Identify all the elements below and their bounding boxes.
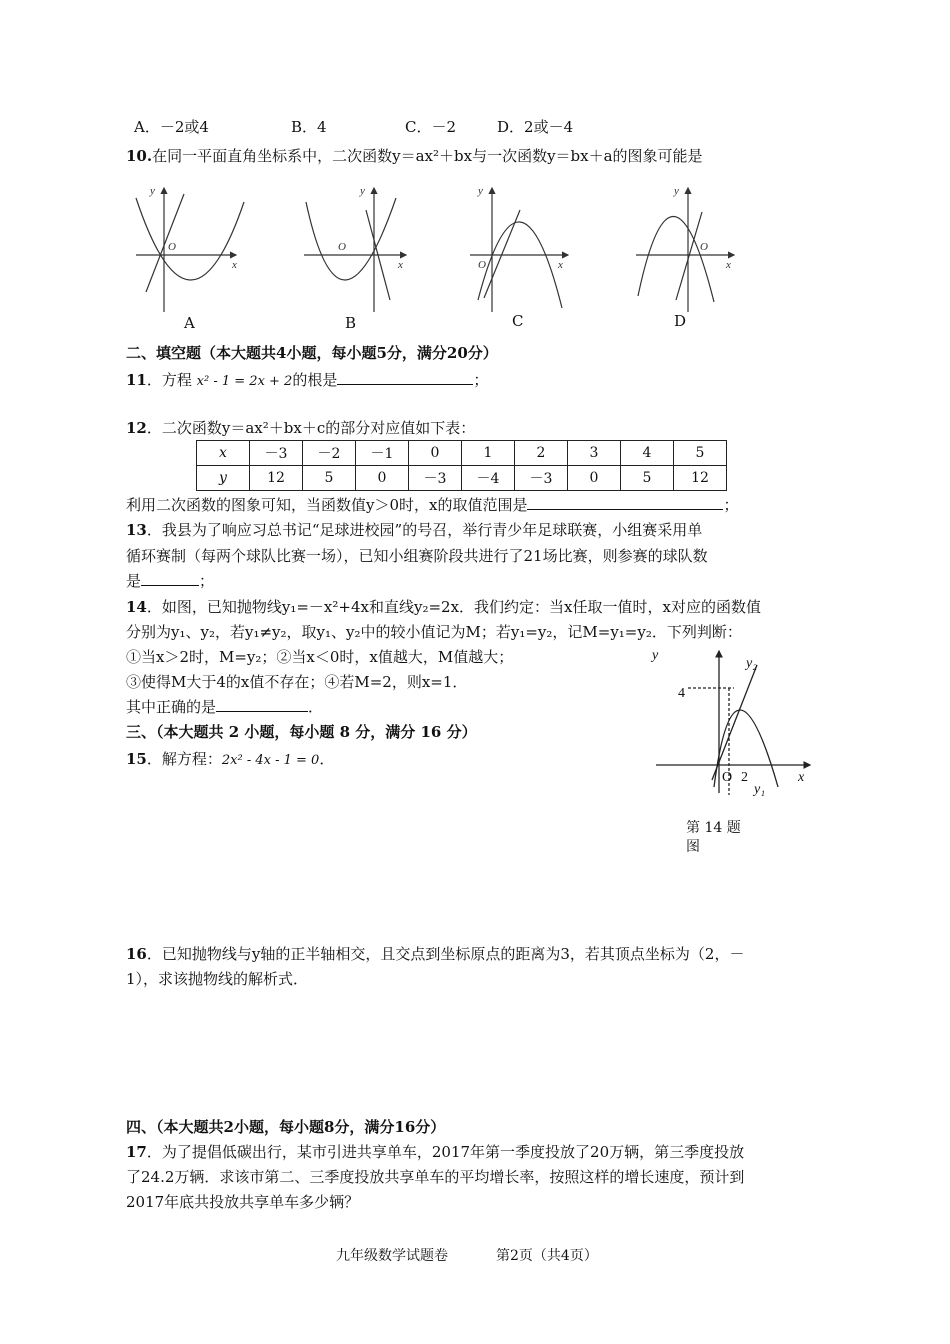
q14-line5	[126, 696, 323, 717]
q12-intro	[126, 417, 475, 438]
q11-pre: ．方程	[146, 371, 192, 389]
table-row-y	[197, 466, 727, 491]
q14-figure	[650, 645, 820, 805]
q14-line5-pre: 其中正确的是	[126, 698, 217, 716]
q14-caption-line1: 第 14 题	[686, 820, 741, 836]
q13-number: 13	[126, 521, 147, 539]
q14-fig-y-axis: y	[652, 648, 659, 663]
q16-line1	[126, 943, 744, 964]
section-4-heading: 四、（本大题共2小题，每小题8分，满分16分）	[126, 1118, 446, 1136]
q14-caption-line2: 图	[686, 839, 700, 855]
q14-end: ．	[308, 698, 324, 716]
table-cell: 3	[568, 441, 621, 466]
footer-title: 九年级数学试题卷	[336, 1248, 448, 1264]
q15-number: 15	[126, 750, 147, 768]
q9-option-d: D．2或－4	[497, 118, 574, 136]
q14-line2: 分别为y₁、y₂，若y₁≠y₂，取y₁、y₂中的较小值记为M；若y₁=y₂，记M=y₁=y₂．下列判断：	[126, 623, 742, 641]
table-cell: －2	[303, 441, 356, 466]
q14-fig-curve-label: y₁	[754, 782, 766, 797]
table-cell: 0	[568, 466, 621, 491]
q11-post: 的根是	[292, 371, 338, 389]
q13-line1-text: ．我县为了响应习总书记“足球进校园”的号召，举行青少年足球联赛，小组赛采用单	[146, 521, 703, 539]
q14-fig-origin: O	[722, 770, 733, 785]
q10-body: 在同一平面直角坐标系中，二次函数y＝ax²＋bx与一次函数y＝bx＋a的图象可能是	[152, 147, 703, 165]
q13-end: ；	[199, 572, 215, 590]
q12-end: ；	[723, 496, 739, 514]
graph-d	[636, 188, 734, 312]
table-cell: 2	[515, 441, 568, 466]
table-row-x	[197, 441, 727, 466]
q11-number: 11	[126, 371, 147, 389]
q17-line3: 2017年底共投放共享单车多少辆？	[126, 1193, 360, 1211]
svg-text:x: x	[398, 259, 403, 271]
svg-text:O: O	[168, 241, 176, 253]
q14-line1-text: ．如图，已知抛物线y₁=－x²+4x和直线y₂=2x．我们约定：当x任取一值时，x对应的函数值	[146, 598, 761, 616]
q17-line1-text: ．为了提倡低碳出行，某市引进共享单车，2017年第一季度投放了20万辆，第三季度投放	[146, 1143, 745, 1161]
svg-text:y: y	[674, 185, 679, 197]
q10-graphs	[128, 180, 748, 340]
q14-answer-blank[interactable]	[216, 697, 308, 712]
table-cell: 5	[621, 466, 674, 491]
q13-line1	[126, 519, 702, 540]
q12-number: 12	[126, 419, 147, 437]
q12-conclusion-text: 利用二次函数的图象可知，当函数值y＞0时，x的取值范围是	[126, 496, 528, 514]
svg-text:x: x	[558, 259, 563, 271]
graph-b	[304, 188, 406, 312]
q15-pre: ．解方程：	[146, 750, 222, 768]
q14-fig-x-axis: x	[798, 770, 805, 785]
q11-equation: x² - 1 = 2x + 2	[196, 374, 293, 389]
q9-option-a: A．－2或4	[134, 118, 209, 136]
q13-line3-pre: 是	[126, 572, 142, 590]
table-cell: －1	[356, 441, 409, 466]
q14-number: 14	[126, 598, 147, 616]
table-cell: 0	[356, 466, 409, 491]
table-cell: 12	[250, 466, 303, 491]
svg-text:O: O	[478, 259, 486, 271]
graph-label-a: A	[184, 314, 195, 332]
q12-intro-text: ．二次函数y＝ax²＋bx＋c的部分对应值如下表：	[146, 419, 476, 437]
svg-text:x: x	[726, 259, 731, 271]
footer-page: 第2页（共4页）	[496, 1248, 598, 1264]
table-cell: 5	[674, 441, 727, 466]
q12-answer-blank[interactable]	[527, 495, 723, 510]
q10-text	[126, 145, 703, 166]
graph-c	[470, 188, 568, 312]
q15	[126, 748, 334, 769]
table-cell: －3	[250, 441, 303, 466]
q14-fig-tick-x: 2	[741, 770, 748, 785]
svg-text:O: O	[700, 241, 708, 253]
q16-line1-text: ．已知抛物线与y轴的正半轴相交，且交点到坐标原点的距离为3，若其顶点坐标为（2，－	[146, 945, 745, 963]
q11-end: ；	[473, 371, 489, 389]
q13-answer-blank[interactable]	[141, 571, 199, 586]
table-cell: x	[197, 441, 250, 466]
section-2-heading: 二、填空题（本大题共4小题，每小题5分，满分20分）	[126, 344, 498, 362]
q12-value-table	[196, 440, 727, 491]
table-cell: －3	[515, 466, 568, 491]
graph-a	[136, 188, 244, 312]
q17-number: 17	[126, 1143, 147, 1161]
svg-text:y: y	[360, 185, 365, 197]
q11	[126, 369, 488, 390]
graph-label-d: D	[674, 312, 687, 330]
table-cell: 4	[621, 441, 674, 466]
q12-conclusion	[126, 494, 739, 515]
q14-fig-line-label: y₂	[746, 656, 758, 671]
graph-label-c: C	[512, 312, 524, 330]
svg-text:y: y	[150, 185, 155, 197]
q9-option-b: B．4	[291, 118, 327, 136]
table-cell: 1	[462, 441, 515, 466]
q9-option-c: C．－2	[405, 118, 457, 136]
q13-line2: 循环赛制（每两个球队比赛一场），已知小组赛阶段共进行了21场比赛，则参赛的球队数	[126, 547, 708, 565]
q13-line3	[126, 570, 214, 591]
q17-line1	[126, 1141, 744, 1162]
q14-fig-tick-y: 4	[678, 686, 685, 701]
table-cell: y	[197, 466, 250, 491]
q17-line2: 了24.2万辆．求该市第二、三季度投放共享单车的平均增长率，按照这样的增长速度，预计到	[126, 1168, 745, 1186]
table-cell: 0	[409, 441, 462, 466]
q16-line2: 1），求该抛物线的解析式．	[126, 970, 309, 988]
graph-label-b: B	[345, 314, 357, 332]
q16-number: 16	[126, 945, 147, 963]
table-cell: －4	[462, 466, 515, 491]
svg-text:x: x	[232, 259, 237, 271]
section-3-heading: 三、（本大题共 2 小题，每小题 8 分，满分 16 分）	[126, 723, 477, 741]
q14-line1	[126, 596, 761, 617]
q14-line3: ①当x＞2时，M=y₂；②当x＜0时，x值越大，M值越大；	[126, 648, 514, 666]
q15-equation: 2x² - 4x - 1 = 0	[221, 753, 320, 768]
table-cell: －3	[409, 466, 462, 491]
svg-text:y: y	[478, 185, 483, 197]
q10-number: 10.	[126, 147, 153, 165]
table-cell: 12	[674, 466, 727, 491]
q15-end: ．	[319, 750, 335, 768]
table-cell: 5	[303, 466, 356, 491]
q14-line4: ③使得M大于4的x值不存在；④若M=2，则x=1．	[126, 673, 468, 691]
svg-text:O: O	[338, 241, 346, 253]
q11-answer-blank[interactable]	[337, 370, 473, 385]
